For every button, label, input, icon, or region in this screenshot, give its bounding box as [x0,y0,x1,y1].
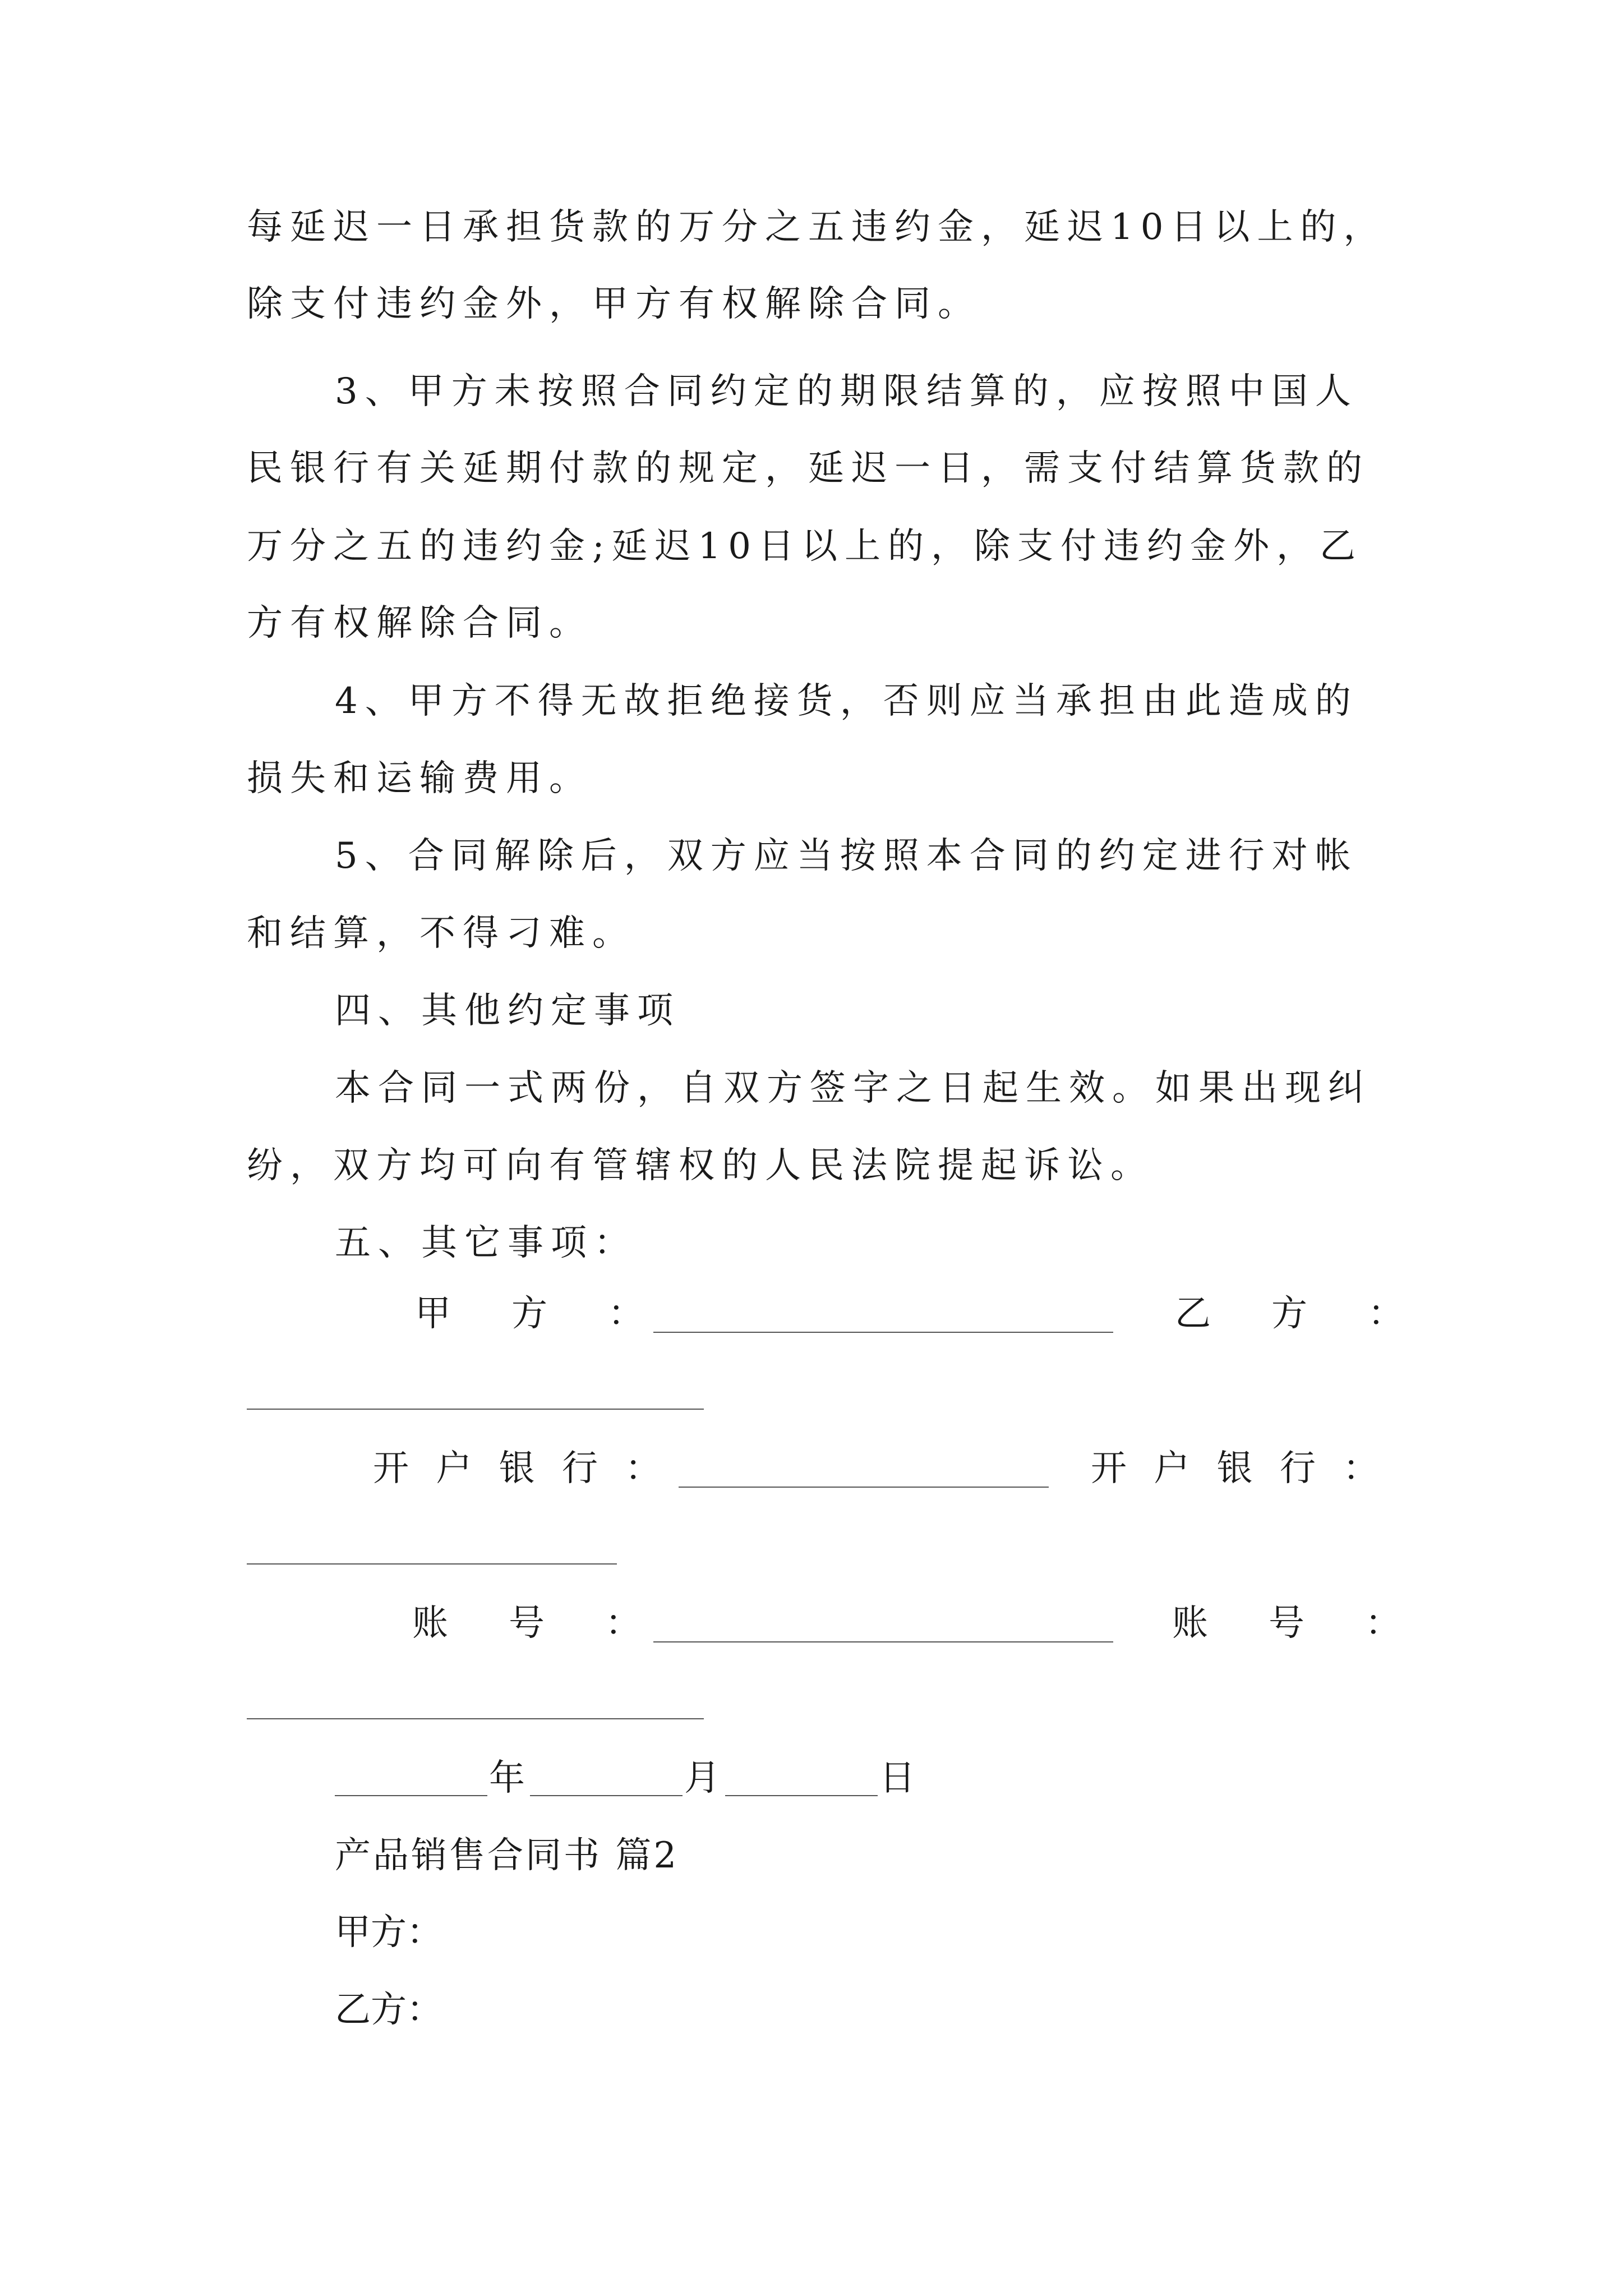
section-heading: 五、其它事项： [335,1222,637,1264]
year-blank [335,1795,487,1796]
section-heading: 四、其他约定事项 [335,990,680,1032]
body-line: 每延迟一日承担货款的万分之五违约金，延迟10日以上的， [247,206,1387,248]
account-a-label: 账 号 ： [412,1603,653,1644]
account-b-blank [247,1718,704,1719]
party-b-blank [247,1409,704,1410]
party-a-label: 甲 方 ： [415,1293,656,1335]
party-a-blank [653,1332,1113,1333]
bank-b-label: 开 户 银 行 ： [1091,1448,1387,1489]
body-line: 和结算，不得刁难。 [247,913,635,954]
party-b-label: 乙 方 ： [1175,1293,1416,1335]
body-line: 方有权解除合同。 [247,602,592,644]
body-line: 4、甲方不得无故拒绝接货，否则应当承担由此造成的 [335,680,1358,722]
year-label: 年 [489,1757,525,1799]
body-line: 除支付违约金外，甲方有权解除合同。 [247,283,981,325]
next-section-title: 产品销售合同书 篇2 [335,1835,679,1876]
bank-a-blank [679,1487,1049,1488]
next-party-a: 甲方： [335,1912,442,1953]
day-blank [725,1795,878,1796]
body-line: 3、甲方未按照合同约定的期限结算的，应按照中国人 [335,371,1358,412]
month-blank [530,1795,683,1796]
bank-a-label: 开 户 银 行 ： [373,1448,669,1489]
account-a-blank [653,1641,1113,1642]
body-line: 纷，双方均可向有管辖权的人民法院提起诉讼。 [247,1145,1154,1186]
body-line: 民银行有关延期付款的规定，延迟一日，需支付结算货款的 [247,448,1370,489]
body-line: 本合同一式两份，自双方签字之日起生效。如果出现纠 [335,1068,1371,1109]
month-label: 月 [684,1757,720,1799]
body-line: 5、合同解除后，双方应当按照本合同的约定进行对帐 [335,835,1358,877]
bank-b-blank [247,1563,617,1565]
body-line: 损失和运输费用。 [247,758,592,799]
day-label: 日 [879,1757,915,1799]
next-party-b: 乙方： [335,1989,442,2031]
account-b-label: 账 号 ： [1172,1603,1413,1644]
body-line: 万分之五的违约金;延迟10日以上的，除支付违约金外，乙 [247,526,1363,567]
